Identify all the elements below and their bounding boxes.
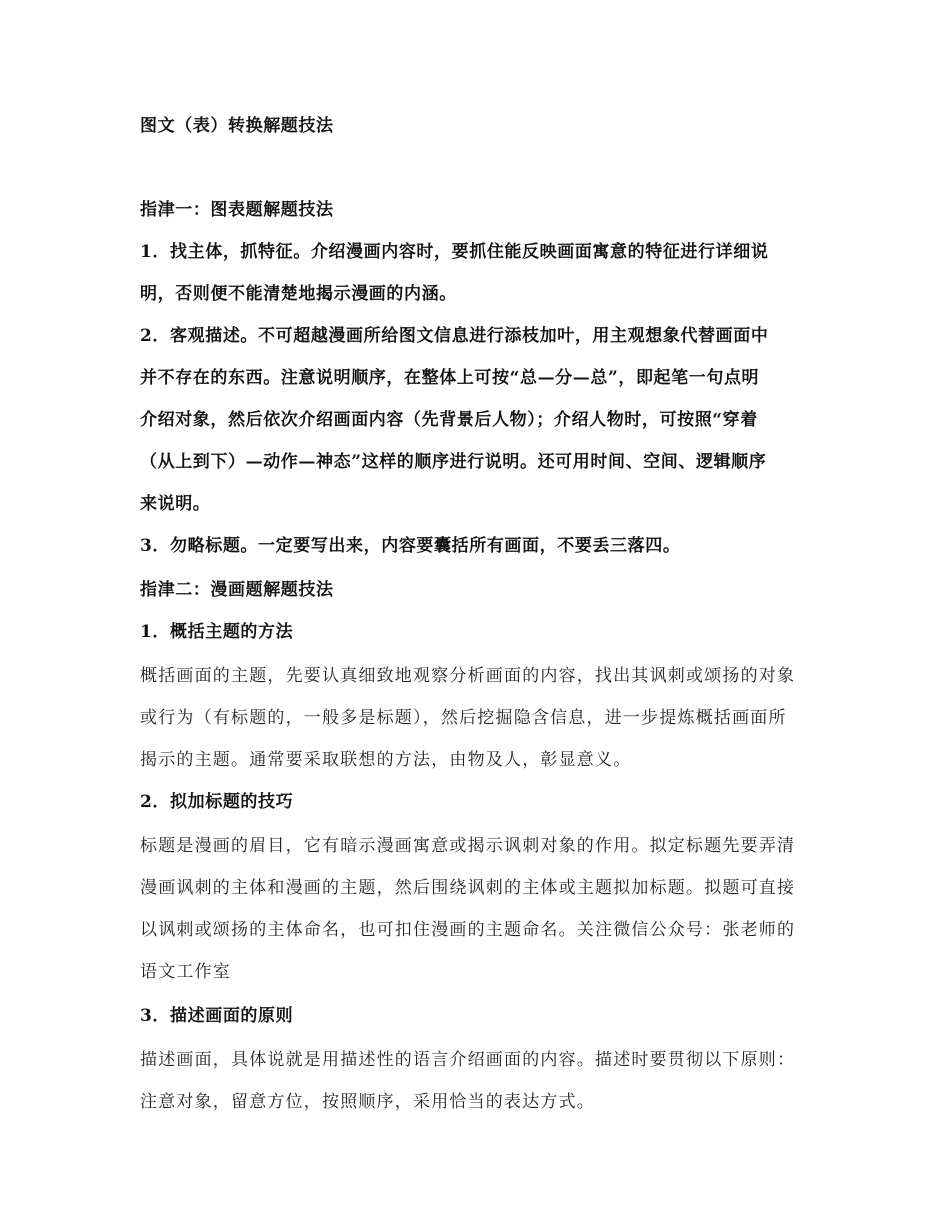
- paragraph-line: 注意对象，留意方位，按照顺序，采用恰当的表达方式。: [140, 1092, 595, 1112]
- paragraph-line: 来说明。: [140, 494, 211, 514]
- paragraph-line: 明，否则便不能清楚地揭示漫画的内涵。: [140, 284, 457, 304]
- subheading-theme-method: 1．概括主题的方法: [140, 622, 294, 642]
- paragraph-line: 介绍对象，然后依次介绍画面内容（先背景后人物）；介绍人物时，可按照“穿着: [140, 410, 758, 430]
- section-heading-chart-tips: 指津一：图表题解题技法: [140, 200, 334, 220]
- paragraph-line: 或行为（有标题的，一般多是标题），然后挖掘隐含信息，进一步提炼概括画面所: [140, 708, 787, 728]
- paragraph-line: 概括画面的主题，先要认真细致地观察分析画面的内容，找出其讽刺或颂扬的对象: [140, 666, 796, 686]
- section-heading-comic-tips: 指津二：漫画题解题技法: [140, 580, 334, 600]
- paragraph-line: 揭示的主题。通常要采取联想的方法，由物及人，彰显意义。: [140, 750, 632, 770]
- paragraph-line: 标题是漫画的眉目，它有暗示漫画寓意或揭示讽刺对象的作用。拟定标题先要弄清: [140, 836, 796, 856]
- subheading-title-technique: 2．拟加标题的技巧: [140, 792, 294, 812]
- paragraph-line: 语文工作室: [140, 962, 231, 982]
- paragraph-line: 描述画面，具体说就是用描述性的语言介绍画面的内容。描述时要贯彻以下原则：: [140, 1050, 796, 1070]
- paragraph-line: （从上到下）—动作—神态”这样的顺序进行说明。还可用时间、空间、逻辑顺序: [140, 452, 767, 472]
- document-title: 图文（表）转换解题技法: [140, 116, 334, 136]
- paragraph-line: 漫画讽刺的主体和漫画的主题，然后围绕讽刺的主体或主题拟加标题。拟题可直接: [140, 878, 796, 898]
- paragraph-line: 并不存在的东西。注意说明顺序，在整体上可按“总—分—总”，即起笔一句点明: [140, 368, 760, 388]
- paragraph-line: 2．客观描述。不可超越漫画所给图文信息进行添枝加叶，用主观想象代替画面中: [140, 326, 769, 346]
- paragraph-line: 以讽刺或颂扬的主体命名，也可扣住漫画的主题命名。关注微信公众号：张老师的: [140, 920, 796, 940]
- paragraph-line: 3．勿略标题。一定要写出来，内容要囊括所有画面，不要丢三落四。: [140, 536, 681, 556]
- subheading-description-principles: 3．描述画面的原则: [140, 1006, 294, 1026]
- paragraph-line: 1．找主体，抓特征。介绍漫画内容时，要抓住能反映画面寓意的特征进行详细说: [140, 242, 769, 262]
